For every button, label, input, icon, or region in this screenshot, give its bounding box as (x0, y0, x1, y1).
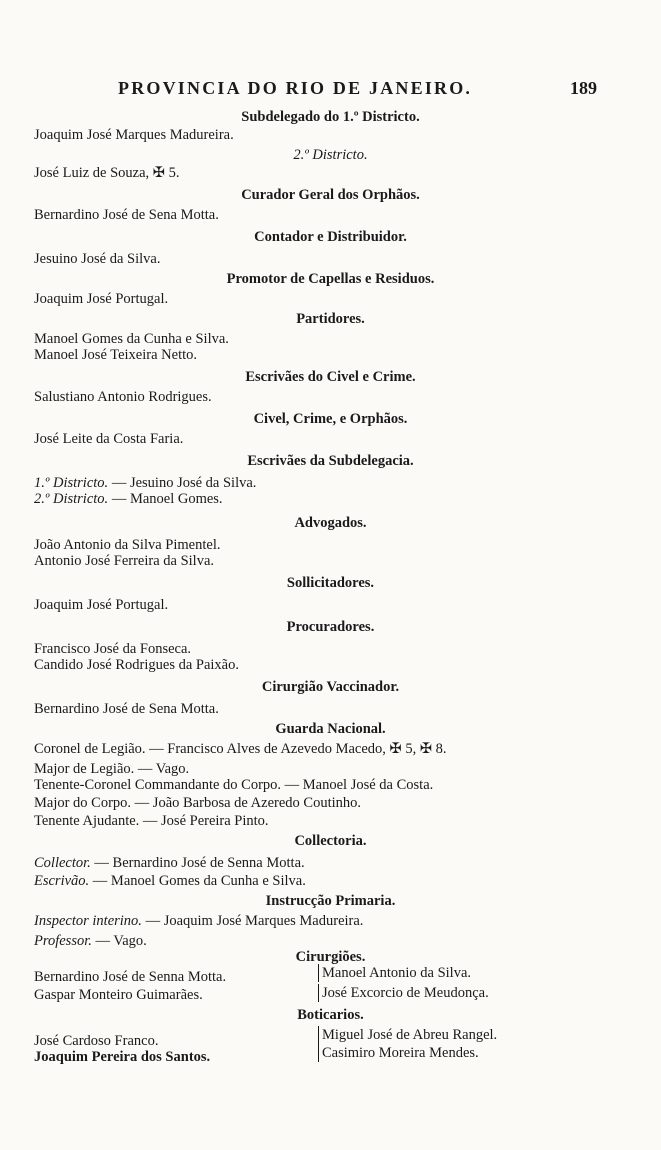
heading-contador: Contador e Distribuidor. (254, 229, 407, 245)
list-item: Miguel José de Abreu Rangel. (318, 1026, 497, 1044)
entry-label: Collector. (34, 855, 91, 871)
list-item: José Cardoso Franco. (34, 1033, 159, 1049)
list-item: Salustiano Antonio Rodrigues. (34, 389, 212, 405)
list-item: Manoel Gomes da Cunha e Silva. (34, 331, 229, 347)
entry-label: 2.º Districto. (34, 491, 109, 507)
list-item: Bernardino José de Sena Motta. (34, 207, 219, 223)
list-item: João Antonio da Silva Pimentel. (34, 537, 221, 553)
heading-escrivaes-civel: Escrivães do Civel e Crime. (245, 369, 416, 385)
entry-name: — Bernardino José de Senna Motta. (94, 855, 305, 871)
page-number: 189 (570, 78, 597, 98)
heading-collectoria: Collectoria. (294, 833, 367, 849)
entry-name: — Manoel Gomes. (111, 491, 223, 507)
entry-label: Inspector interino. (34, 913, 142, 929)
list-item: Bernardino José de Senna Motta. (34, 969, 227, 985)
heading-cirurgioes: Cirurgiões. (295, 949, 366, 965)
entry-label: Escrivão. (34, 873, 90, 889)
list-item: José Luiz de Souza, ✠ 5. (34, 165, 180, 181)
entry-name: — Vago. (95, 933, 147, 949)
list-item (34, 872, 306, 890)
list-item (34, 490, 223, 508)
list-item: Manoel Antonio da Silva. (318, 964, 471, 982)
heading-instrucao-primaria: Instrucção Primaria. (265, 893, 396, 909)
entry-name: — Jesuino José da Silva. (111, 475, 257, 491)
heading-boticarios: Boticarios. (297, 1007, 364, 1023)
heading-partidores: Partidores. (296, 311, 365, 327)
heading-subdelegado-2: 2.º Districto. (293, 147, 368, 163)
heading-cirurgiao-vaccinador: Cirurgião Vaccinador. (261, 679, 400, 695)
list-item: Jesuino José da Silva. (34, 251, 161, 267)
heading-curador: Curador Geral dos Orphãos. (241, 187, 420, 203)
list-item (34, 854, 305, 872)
list-item: José Excorcio de Meudonça. (318, 984, 489, 1002)
list-item: Bernardino José de Sena Motta. (34, 701, 219, 717)
heading-escrivaes-subdelegacia: Escrivães da Subdelegacia. (247, 453, 414, 469)
list-item: Joaquim José Marques Madureira. (34, 127, 234, 143)
list-item: Antonio José Ferreira da Silva. (34, 553, 215, 569)
page-title: PROVINCIA DO RIO DE JANEIRO. (118, 78, 473, 98)
page-header (0, 78, 661, 104)
list-item: Candido José Rodrigues da Paixão. (34, 657, 239, 673)
heading-civel-crime: Civel, Crime, e Orphãos. (253, 411, 408, 427)
list-item: Francisco José da Fonseca. (34, 641, 192, 657)
entry-label: Professor. (34, 933, 92, 949)
heading-subdelegado-1: Subdelegado do 1.º Districto. (241, 109, 420, 125)
list-item: Major de Legião. — Vago. (34, 761, 190, 777)
heading-sollicitadores: Sollicitadores. (286, 575, 375, 591)
entry-name: — Joaquim José Marques Madureira. (145, 913, 364, 929)
list-item: José Leite da Costa Faria. (34, 431, 184, 447)
list-item: Tenente-Coronel Commandante do Corpo. — Manoel José da Costa. (34, 777, 434, 793)
heading-promotor: Promotor de Capellas e Residuos. (226, 271, 435, 287)
list-item: Major do Corpo. — João Barbosa de Azeredo Coutinho. (34, 795, 362, 811)
heading-advogados: Advogados. (294, 515, 367, 531)
list-item: Gaspar Monteiro Guimarães. (34, 987, 203, 1003)
list-item: Coronel de Legião. — Francisco Alves de Azevedo Macedo, ✠ 5, ✠ 8. (34, 741, 447, 757)
list-item: Manoel José Teixeira Netto. (34, 347, 198, 363)
list-item: Joaquim José Portugal. (34, 291, 169, 307)
list-item: Casimiro Moreira Mendes. (318, 1044, 479, 1062)
heading-guarda-nacional: Guarda Nacional. (275, 721, 386, 737)
list-item (34, 912, 363, 930)
list-item: Joaquim Pereira dos Santos. (34, 1049, 211, 1065)
entry-name: — Manoel Gomes da Cunha e Silva. (92, 873, 306, 889)
list-item: Joaquim José Portugal. (34, 597, 169, 613)
list-item: Tenente Ajudante. — José Pereira Pinto. (34, 813, 269, 829)
entry-label: 1.º Districto. (34, 475, 109, 491)
heading-procuradores: Procuradores. (286, 619, 375, 635)
